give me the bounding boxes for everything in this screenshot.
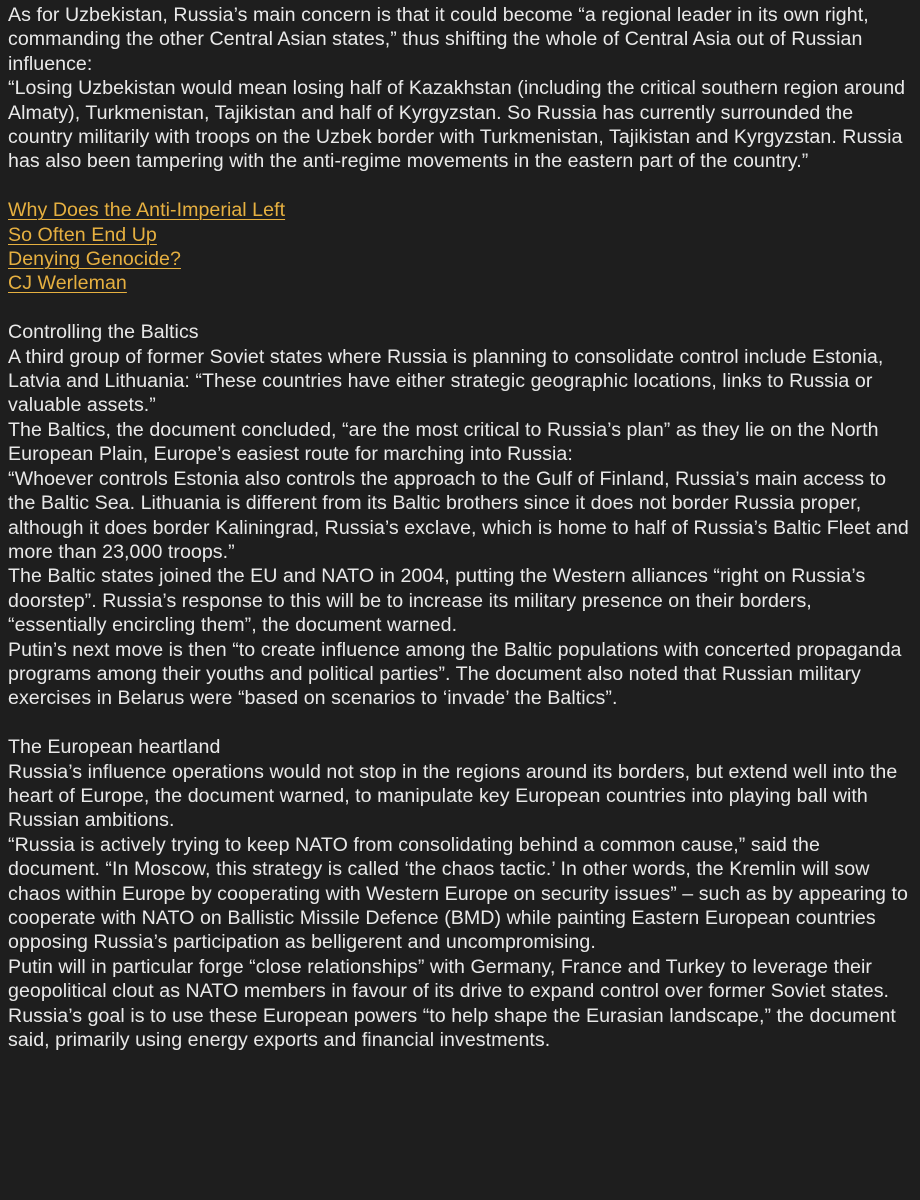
quote-estonia: “Whoever controls Estonia also controls the approach to the Gulf of Finland, Russia’s main access to the Baltic Sea. Lithuania is different from its Baltic brothers since it does not border Russia proper, although it does border Kaliningrad, Russia’s exclave, which is home to half of Russia’s Baltic Fleet and more than 23,000 troops.”	[8, 467, 909, 563]
quote-chaos-tactic: “Russia is actively trying to keep NATO from consolidating behind a common cause,” said the document. “In Moscow, this strategy is called ‘the chaos tactic.’ In other words, the Kremlin will sow chaos within Europe by cooperating with Western Europe on security issues” – such as by appearing to cooperate with NATO on Ballistic Missile Defence (BMD) while painting Eastern European countries opposing Russia’s participation as belligerent and uncompromising.	[8, 833, 908, 954]
paragraph-uzbekistan-concern: As for Uzbekistan, Russia’s main concern is that it could become “a regional leader in its own right, commanding the other Central Asian states,” thus shifting the whole of Central Asia out of Russian influence:	[8, 4, 869, 75]
blank-line	[8, 174, 912, 198]
related-article-link[interactable]	[8, 198, 912, 296]
paragraph-europe-1: Russia’s influence operations would not stop in the regions around its borders, but extend well into the heart of Europe, the document warned, to manipulate key European countries into playing ball with Russian ambitions.	[8, 760, 898, 832]
related-link-title-line-3[interactable]: Denying Genocide?	[8, 248, 181, 271]
paragraph-europe-4: Russia’s goal is to use these European powers “to help shape the Eurasian landscape,” the document said, primarily using energy exports and financial investments.	[8, 1004, 896, 1052]
paragraph-baltics-1: A third group of former Soviet states where Russia is planning to consolidate control include Estonia, Latvia and Lithuania: “These countries have either strategic geographic locations, links to Russia or valuable assets.”	[8, 345, 884, 417]
blank-line	[8, 711, 912, 735]
paragraph-baltics-4: The Baltic states joined the EU and NATO in 2004, putting the Western alliances “right on Russia’s doorstep”. Russia’s response to this will be to increase its military presence on their borders, “essentially encircling them”, the document warned.	[8, 565, 866, 637]
quote-losing-uzbekistan: “Losing Uzbekistan would mean losing half of Kazakhstan (including the critical southern region around Almaty), Turkmenistan, Tajikistan and half of Kyrgyzstan. So Russia has currently surrounded the country militarily with troops on the Uzbek border with Turkmenistan, Tajikistan and Kyrgyzstan. Russia has also been tampering with the anti-regime movements in the eastern part of the country.”	[8, 77, 906, 173]
paragraph-baltics-2: The Baltics, the document concluded, “are the most critical to Russia’s plan” as they lie on the North European Plain, Europe’s easiest route for marching into Russia:	[8, 418, 879, 466]
blank-line	[8, 296, 912, 320]
related-link-title-line-2[interactable]: So Often End Up	[8, 223, 157, 246]
section-heading-europe: The European heartland	[8, 736, 221, 759]
paragraph-europe-3: Putin will in particular forge “close relationships” with Germany, France and Turkey to leverage their geopolitical clout as NATO members in favour of its drive to expand control over former Soviet states.	[8, 955, 890, 1003]
section-heading-baltics: Controlling the Baltics	[8, 321, 199, 344]
related-link-title-line-1[interactable]: Why Does the Anti-Imperial Left	[8, 199, 286, 222]
related-link-author[interactable]: CJ Werleman	[8, 272, 127, 295]
paragraph-baltics-5: Putin’s next move is then “to create influence among the Baltic populations with concerted propaganda programs among their youths and political parties”. The document also noted that Russian military exercises in Belarus were “based on scenarios to ‘invade’ the Baltics”.	[8, 638, 902, 710]
